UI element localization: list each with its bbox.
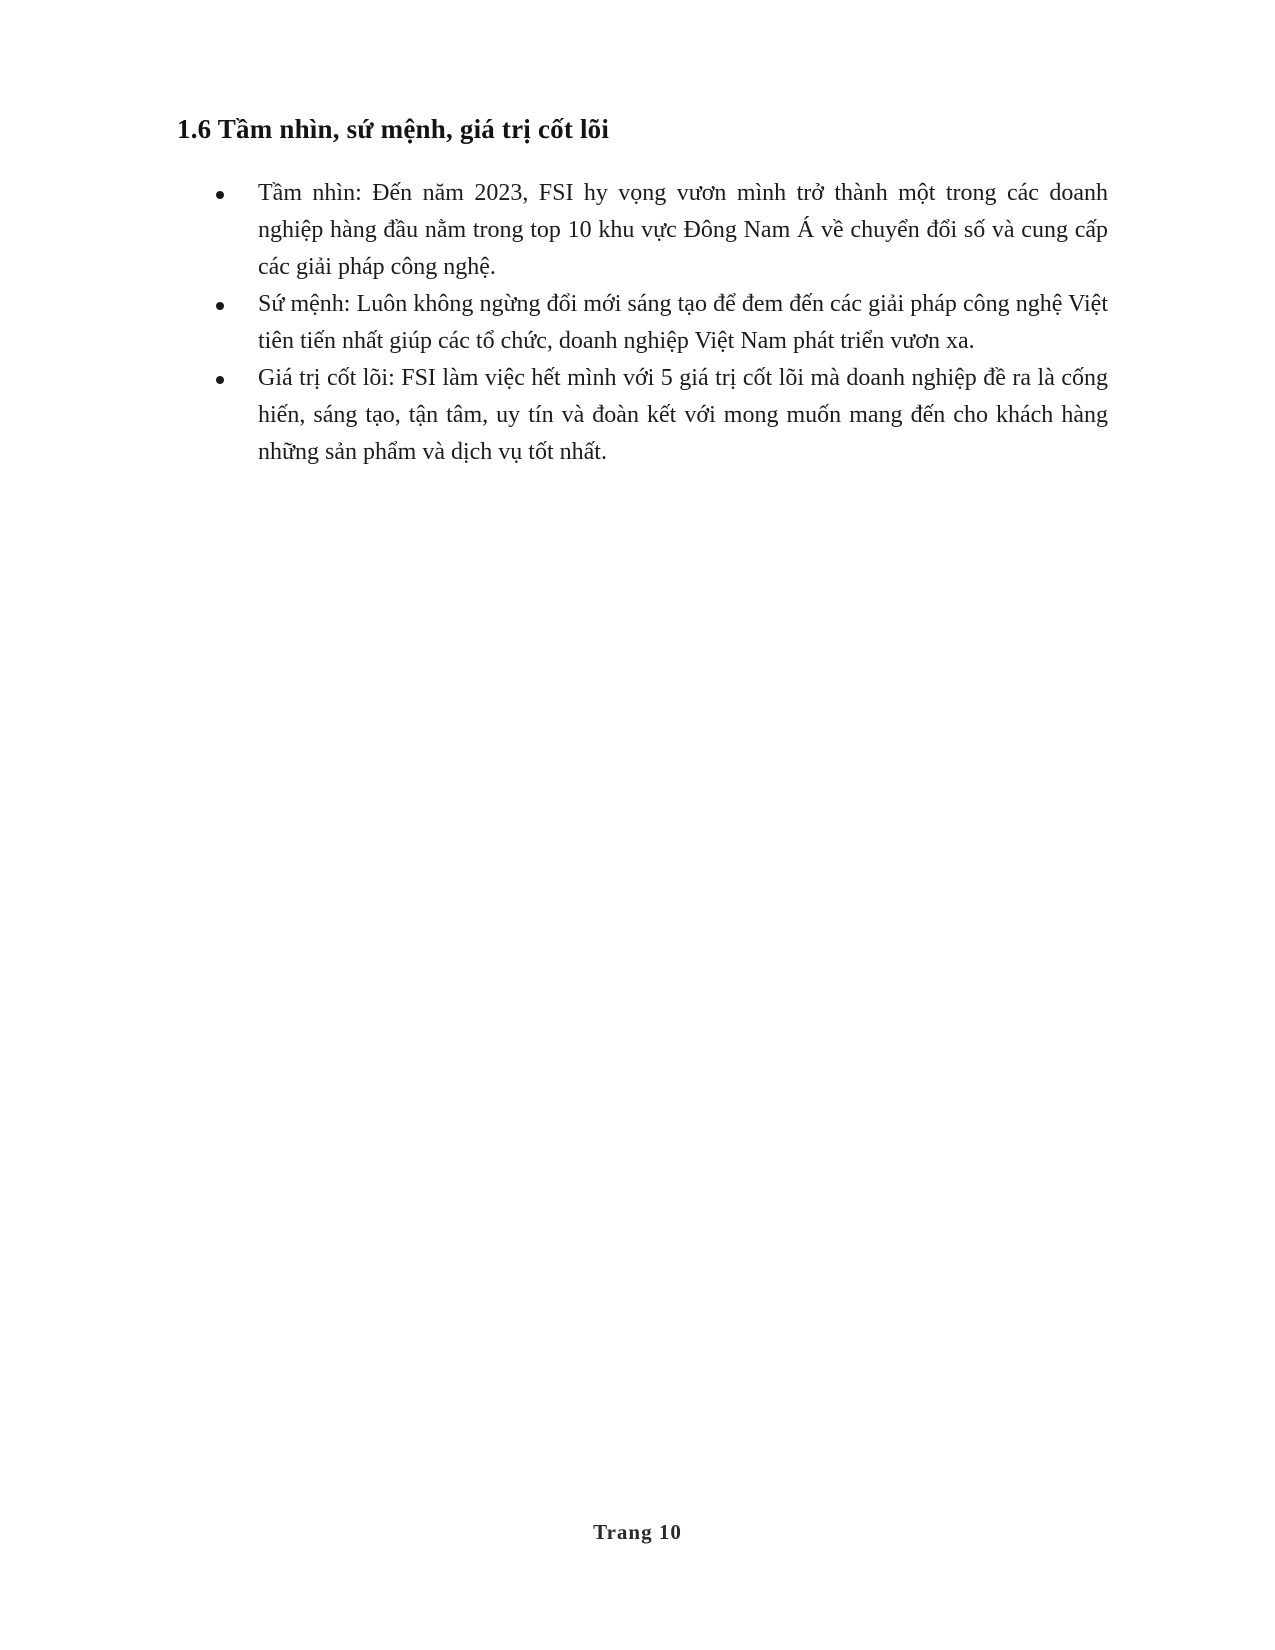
bullet-item-core-values [208, 360, 1108, 471]
bullet-text-core-values: Giá trị cốt lõi: FSI làm việc hết mình với 5 giá trị cốt lõi mà doanh nghiệp đề ra là cống hiến, sáng tạo, tận tâm, uy tín và đoàn kết với mong muốn mang đến cho khách hàng những sản phẩm và dịch vụ tốt nhất. [258, 365, 1108, 465]
bullet-item-vision [208, 175, 1108, 286]
bullet-list [208, 175, 1108, 471]
bullet-text-mission: Sứ mệnh: Luôn không ngừng đổi mới sáng tạo để đem đến các giải pháp công nghệ Việt tiên tiến nhất giúp các tổ chức, doanh nghiệp Việt Nam phát triển vươn xa. [258, 291, 1108, 354]
page-number: Trang 10 [593, 1520, 682, 1544]
bullet-item-mission [208, 286, 1108, 360]
bullet-icon [216, 376, 224, 384]
bullet-icon [216, 302, 224, 310]
bullet-icon [216, 191, 224, 199]
bullet-text-vision: Tầm nhìn: Đến năm 2023, FSI hy vọng vươn mình trở thành một trong các doanh nghiệp hàng đầu nằm trong top 10 khu vực Đông Nam Á về chuyển đổi số và cung cấp các giải pháp công nghệ. [258, 180, 1108, 280]
section-heading: 1.6 Tầm nhìn, sứ mệnh, giá trị cốt lõi [177, 114, 610, 144]
